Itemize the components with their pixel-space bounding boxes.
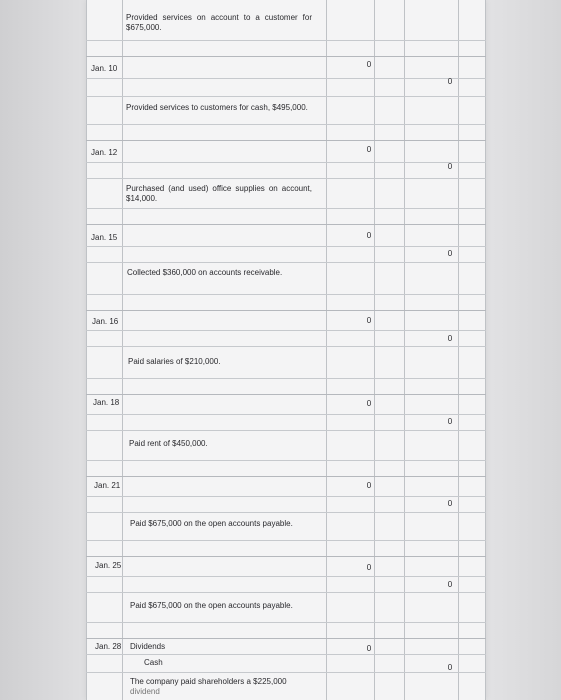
grid-row-line: [86, 540, 486, 541]
grid-row-line: [86, 178, 486, 179]
right-margin: [486, 0, 561, 700]
grid-row-line: [86, 592, 486, 593]
grid-row-line: [86, 124, 486, 125]
grid-row-line: [86, 638, 486, 639]
entry-date: Jan. 25: [95, 561, 122, 570]
grid-row-line: [86, 330, 486, 331]
credit-amount: 0: [447, 580, 453, 589]
grid-row-line: [86, 224, 486, 225]
entry-description: Paid $675,000 on the open accounts payable.: [130, 601, 293, 610]
debit-amount: 0: [366, 563, 372, 572]
grid-row-line: [86, 430, 486, 431]
grid-row-line: [86, 208, 486, 209]
journal-worksheet: [86, 0, 486, 700]
grid-row-line: [86, 378, 486, 379]
entry-description: Paid $675,000 on the open accounts payable.: [130, 519, 293, 528]
debit-amount: 0: [366, 481, 372, 490]
grid-row-line: [86, 96, 486, 97]
grid-row-line: [86, 294, 486, 295]
entry-date: Jan. 21: [94, 481, 121, 490]
entry-description: Paid salaries of $210,000.: [128, 357, 221, 366]
entry-description: Provided services to customers for cash, $495,000.: [126, 103, 308, 112]
debit-amount: 0: [366, 316, 372, 325]
grid-row-line: [86, 140, 486, 141]
grid-col-border: [122, 0, 123, 700]
credit-amount: 0: [447, 663, 453, 672]
grid-row-line: [86, 310, 486, 311]
entry-date: Jan. 12: [91, 148, 118, 157]
grid-col-border: [404, 0, 405, 700]
grid-col-border: [485, 0, 486, 700]
debit-amount: 0: [366, 644, 372, 653]
entry-date: Jan. 16: [92, 317, 119, 326]
left-margin: [0, 0, 86, 700]
entry-date: Jan. 15: [91, 233, 118, 242]
debit-amount: 0: [366, 399, 372, 408]
credit-amount: 0: [447, 77, 453, 86]
grid-row-line: [86, 496, 486, 497]
entry-description: Paid rent of $450,000.: [129, 439, 208, 448]
grid-row-line: [86, 654, 486, 655]
credit-account: Cash: [144, 658, 163, 667]
credit-amount: 0: [447, 334, 453, 343]
grid-row-line: [86, 476, 486, 477]
grid-row-line: [86, 672, 486, 673]
grid-row-line: [86, 556, 486, 557]
debit-amount: 0: [366, 231, 372, 240]
credit-amount: 0: [447, 249, 453, 258]
credit-amount: 0: [447, 499, 453, 508]
grid-row-line: [86, 78, 486, 79]
entry-description: The company paid shareholders a $225,000: [130, 677, 287, 686]
grid-row-line: [86, 512, 486, 513]
grid-col-border: [326, 0, 327, 700]
debit-amount: 0: [366, 60, 372, 69]
grid-col-border: [86, 0, 87, 700]
grid-row-line: [86, 40, 486, 41]
credit-amount: 0: [447, 162, 453, 171]
entry-description: Provided services on account to a customer for $675,000.: [126, 13, 312, 32]
entry-description: Purchased (and used) office supplies on account, $14,000.: [126, 184, 312, 203]
entry-date: Jan. 18: [93, 398, 120, 407]
grid-row-line: [86, 162, 486, 163]
grid-row-line: [86, 622, 486, 623]
grid-row-line: [86, 246, 486, 247]
entry-date: Jan. 10: [91, 64, 118, 73]
grid-row-line: [86, 576, 486, 577]
grid-row-line: [86, 346, 486, 347]
grid-col-border: [458, 0, 459, 700]
grid-col-border: [374, 0, 375, 700]
grid-row-line: [86, 394, 486, 395]
debit-account: Dividends: [130, 642, 166, 651]
debit-amount: 0: [366, 145, 372, 154]
grid-row-line: [86, 56, 486, 57]
entry-date: Jan. 28: [95, 642, 122, 651]
entry-description-continued: dividend: [130, 687, 160, 696]
entry-description: Collected $360,000 on accounts receivable.: [127, 268, 283, 277]
grid-row-line: [86, 460, 486, 461]
credit-amount: 0: [447, 417, 453, 426]
grid-row-line: [86, 262, 486, 263]
grid-row-line: [86, 414, 486, 415]
